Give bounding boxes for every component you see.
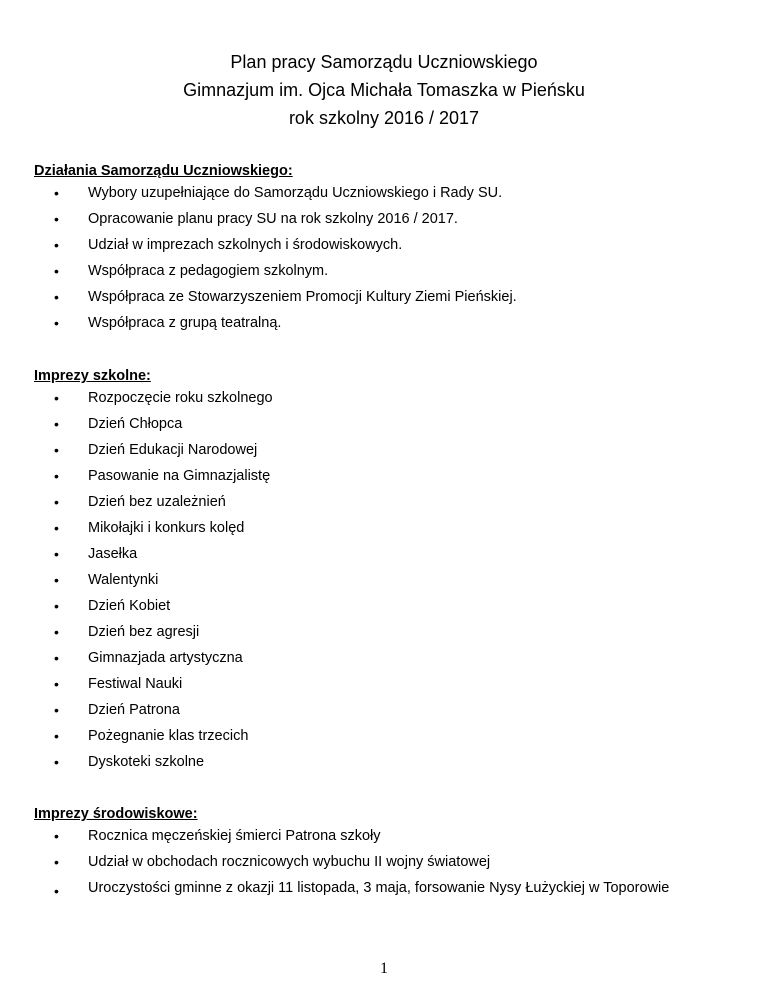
list-item-text: Opracowanie planu pracy SU na rok szkolny 2016 / 2017. — [88, 211, 458, 227]
list-item-text: Dzień Patrona — [88, 702, 180, 718]
section-community-events — [34, 805, 734, 900]
bullet-icon: • — [54, 728, 59, 744]
bullet-icon: • — [54, 211, 59, 227]
list-item-text: Współpraca z pedagogiem szkolnym. — [88, 263, 329, 279]
list-item — [34, 415, 734, 441]
bullet-icon: • — [54, 546, 59, 562]
list-item-text: Dzień Chłopca — [88, 416, 183, 432]
list-item — [34, 467, 734, 493]
title-line-3: rok szkolny 2016 / 2017 — [288, 108, 480, 128]
bullet-icon: • — [54, 650, 59, 666]
section-heading: Imprezy środowiskowe: — [34, 806, 198, 822]
bullet-icon: • — [54, 442, 59, 458]
list-item-text: Mikołajki i konkurs kolęd — [88, 520, 245, 536]
list-item — [34, 876, 734, 900]
list-item-text: Pożegnanie klas trzecich — [88, 728, 249, 744]
page-number: 1 — [380, 960, 388, 977]
list-item-text: Wybory uzupełniające do Samorządu Uczniowskiego i Rady SU. — [88, 185, 503, 201]
title-line-2: Gimnazjum im. Ojca Michała Tomaszka w Pieńsku — [183, 80, 585, 100]
bullet-icon: • — [54, 237, 59, 253]
bullet-icon: • — [54, 263, 59, 279]
list-item — [34, 701, 734, 727]
list-item — [34, 184, 734, 210]
list-item — [34, 545, 734, 571]
list-item — [34, 827, 734, 853]
bullet-icon: • — [54, 390, 59, 406]
bullet-icon: • — [54, 468, 59, 484]
list-item — [34, 597, 734, 623]
list-item-text: Rozpoczęcie roku szkolnego — [88, 390, 273, 406]
bullet-list — [34, 827, 734, 900]
list-item — [34, 623, 734, 649]
bullet-icon: • — [54, 520, 59, 536]
bullet-list — [34, 389, 734, 779]
list-item-text: Współpraca z grupą teatralną. — [88, 315, 282, 331]
bullet-icon: • — [54, 598, 59, 614]
list-item — [34, 727, 734, 753]
bullet-icon: • — [54, 883, 59, 899]
list-item-text: Dzień bez uzależnień — [88, 494, 226, 510]
list-item — [34, 288, 734, 314]
bullet-icon: • — [54, 854, 59, 870]
list-item-text: Walentynki — [88, 572, 159, 588]
list-item — [34, 519, 734, 545]
bullet-icon: • — [54, 828, 59, 844]
list-item — [34, 389, 734, 415]
section-school-events — [34, 367, 734, 779]
list-item-text: Rocznica męczeńskiej śmierci Patrona szkoły — [88, 828, 381, 844]
list-item-text: Udział w imprezach szkolnych i środowiskowych. — [88, 237, 403, 253]
bullet-list — [34, 184, 734, 340]
list-item-text: Festiwal Nauki — [88, 676, 183, 692]
list-item — [34, 649, 734, 675]
list-item — [34, 441, 734, 467]
list-item — [34, 675, 734, 701]
list-item-text: Dzień Edukacji Narodowej — [88, 442, 258, 458]
list-item-text: Dzień Kobiet — [88, 598, 171, 614]
list-item — [34, 262, 734, 288]
section-heading: Imprezy szkolne: — [34, 368, 151, 384]
list-item-text: Uroczystości gminne z okazji 11 listopada, 3 maja, forsowanie Nysy Łużyckiej w Toporowie — [88, 880, 670, 896]
list-item — [34, 493, 734, 519]
list-item — [34, 571, 734, 597]
list-item — [34, 236, 734, 262]
list-item-text: Współpraca ze Stowarzyszeniem Promocji Kultury Ziemi Pieńskiej. — [88, 289, 517, 305]
bullet-icon: • — [54, 416, 59, 432]
list-item-text: Dyskoteki szkolne — [88, 754, 205, 770]
section-samorzad-activities — [34, 162, 734, 340]
bullet-icon: • — [54, 702, 59, 718]
list-item-text: Jasełka — [88, 546, 138, 562]
list-item-text: Gimnazjada artystyczna — [88, 650, 243, 666]
list-item-text: Udział w obchodach rocznicowych wybuchu II wojny światowej — [88, 854, 491, 870]
section-heading: Działania Samorządu Uczniowskiego: — [34, 163, 293, 179]
bullet-icon: • — [54, 315, 59, 331]
bullet-icon: • — [54, 572, 59, 588]
document-title — [0, 48, 768, 132]
bullet-icon: • — [54, 624, 59, 640]
bullet-icon: • — [54, 289, 59, 305]
list-item — [34, 210, 734, 236]
title-line-1: Plan pracy Samorządu Uczniowskiego — [230, 52, 538, 72]
bullet-icon: • — [54, 494, 59, 510]
bullet-icon: • — [54, 754, 59, 770]
list-item — [34, 314, 734, 340]
list-item-text: Dzień bez agresji — [88, 624, 200, 640]
list-item — [34, 753, 734, 779]
bullet-icon: • — [54, 185, 59, 201]
bullet-icon: • — [54, 676, 59, 692]
list-item-text: Pasowanie na Gimnazjalistę — [88, 468, 271, 484]
